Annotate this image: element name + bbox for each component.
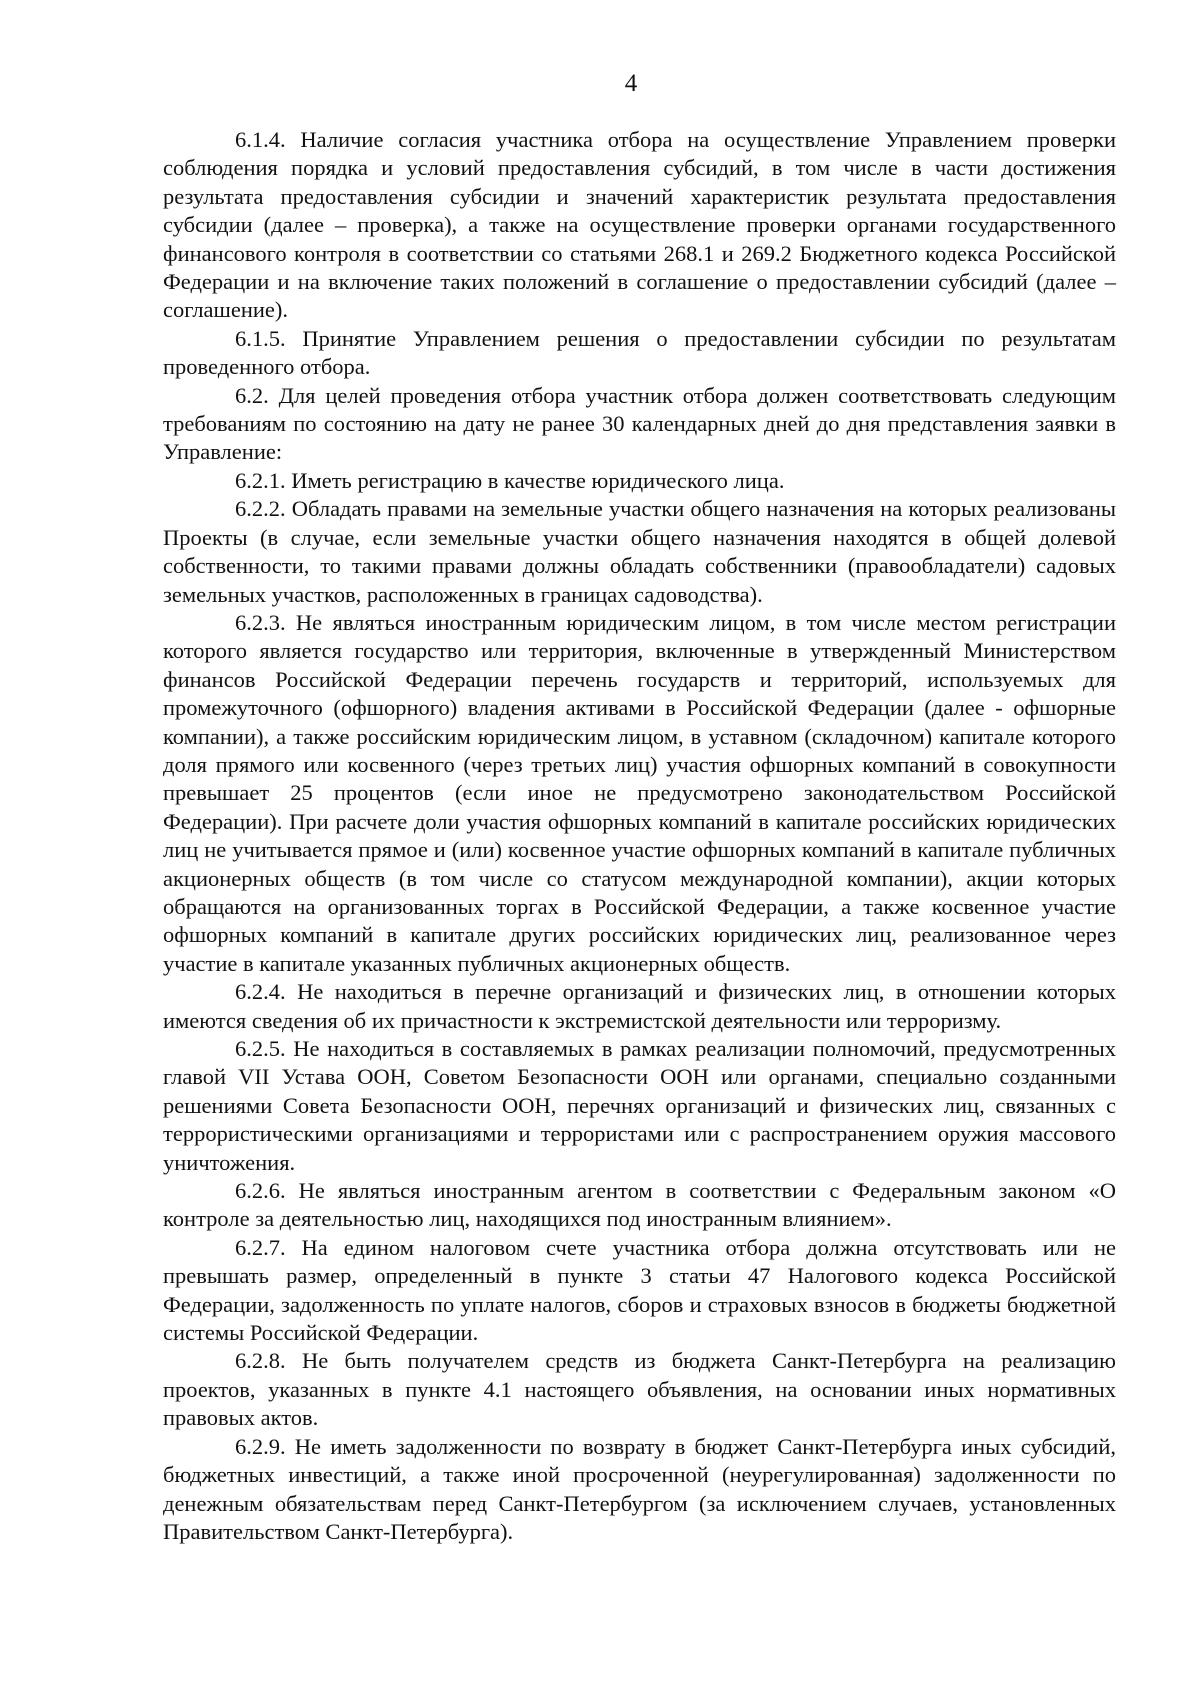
paragraph-6-2-5: 6.2.5. Не находиться в составляемых в рамках реализации полномочий, предусмотренных главой VII Устава ООН, Советом Безопасности ООН или органами, специально созданными решениями Совета Безопасности ООН, перечнях организаций и физических лиц, связанных с террористическими организациями и террористами или с распространением оружия массового уничтожения. [163,1036,1116,1175]
paragraph-6-2-6: 6.2.6. Не являться иностранным агентом в соответствии с Федеральным законом «О контроле за деятельностью лиц, находящихся под иностранным влиянием». [163,1178,1116,1232]
paragraph-6-2-8: 6.2.8. Не быть получателем средств из бюджета Санкт-Петербурга на реализацию проектов, указанных в пункте 4.1 настоящего объявления, на основании иных нормативных правовых актов. [163,1348,1116,1431]
paragraph-6-2-1: 6.2.1. Иметь регистрацию в качестве юридического лица. [235,467,785,493]
page-number: 4 [624,70,638,97]
paragraph-6-1-5: 6.1.5. Принятие Управлением решения о предоставлении субсидии по результатам проведенного отбора. [163,325,1116,380]
paragraph-6-2: 6.2. Для целей проведения отбора участник отбора должен соответствовать следующим требованиям по состоянию на дату не ранее 30 календарных дней до дня представления заявки в Управление: [163,382,1116,465]
paragraph-6-2-9: 6.2.9. Не иметь задолженности по возврату в бюджет Санкт-Петербурга иных субсидий, бюджетных инвестиций, а также иной просроченной (неурегулированная) задолженности по денежным обязательствам перед Санкт-Петербургом (за исключением случаев, установленных Правительством Санкт-Петербурга). [163,1433,1116,1544]
paragraph-6-1-4: 6.1.4. Наличие согласия участника отбора на осуществление Управлением проверки соблюдения порядка и условий предоставления субсидий, в том числе в части достижения результата предоставления субсидии и значений характеристик результата предоставления субсидии (далее – проверка), а также на осуществление проверки органами государственного финансового контроля в соответствии со статьями 268.1 и 269.2 Бюджетного кодекса Российской Федерации и на включение таких положений в соглашение о предоставлении субсидий (далее – соглашение). [163,127,1116,323]
document-body [163,126,1116,1546]
paragraph-6-2-4: 6.2.4. Не находиться в перечне организаций и физических лиц, в отношении которых имеются сведения об их причастности к экстремистской деятельности или терроризму. [163,979,1116,1033]
paragraph-6-2-7: 6.2.7. На едином налоговом счете участника отбора должна отсутствовать или не превышать размер, определенный в пункте 3 статьи 47 Налогового кодекса Российской Федерации, задолженность по уплате налогов, сборов и страховых взносов в бюджеты бюджетной системы Российской Федерации. [163,1234,1116,1346]
paragraph-6-2-3: 6.2.3. Не являться иностранным юридическим лицом, в том числе местом регистрации которого является государство или территория, включенные в утвержденный Министерством финансов Российской Федерации перечень государств и территорий, используемых для промежуточного (офшорного) владения активами в Российской Федерации (далее - офшорные компании), а также российским юридическим лицом, в уставном (складочном) капитале которого доля прямого или косвенного (через третьих лиц) участия офшорных компаний в совокупности превышает 25 процентов (если иное не предусмотрено законодательством Российской Федерации). При расчете доли участия офшорных компаний в капитале российских юридических лиц не учитывается прямое и (или) косвенное участие офшорных компаний в капитале публичных акционерных обществ (в том числе со статусом международной компании), акции которых обращаются на организованных торгах в Российской Федерации, а также косвенное участие офшорных компаний в капитале других российских юридических лиц, реализованное через участие в капитале указанных публичных акционерных обществ. [163,609,1116,976]
paragraph-6-2-2: 6.2.2. Обладать правами на земельные участки общего назначения на которых реализованы Проекты (в случае, если земельные участки общего назначения находятся в общей долевой собственности, то такими правами должны обладать собственники (правообладатели) садовых земельных участков, расположенных в границах садоводства). [163,496,1116,607]
